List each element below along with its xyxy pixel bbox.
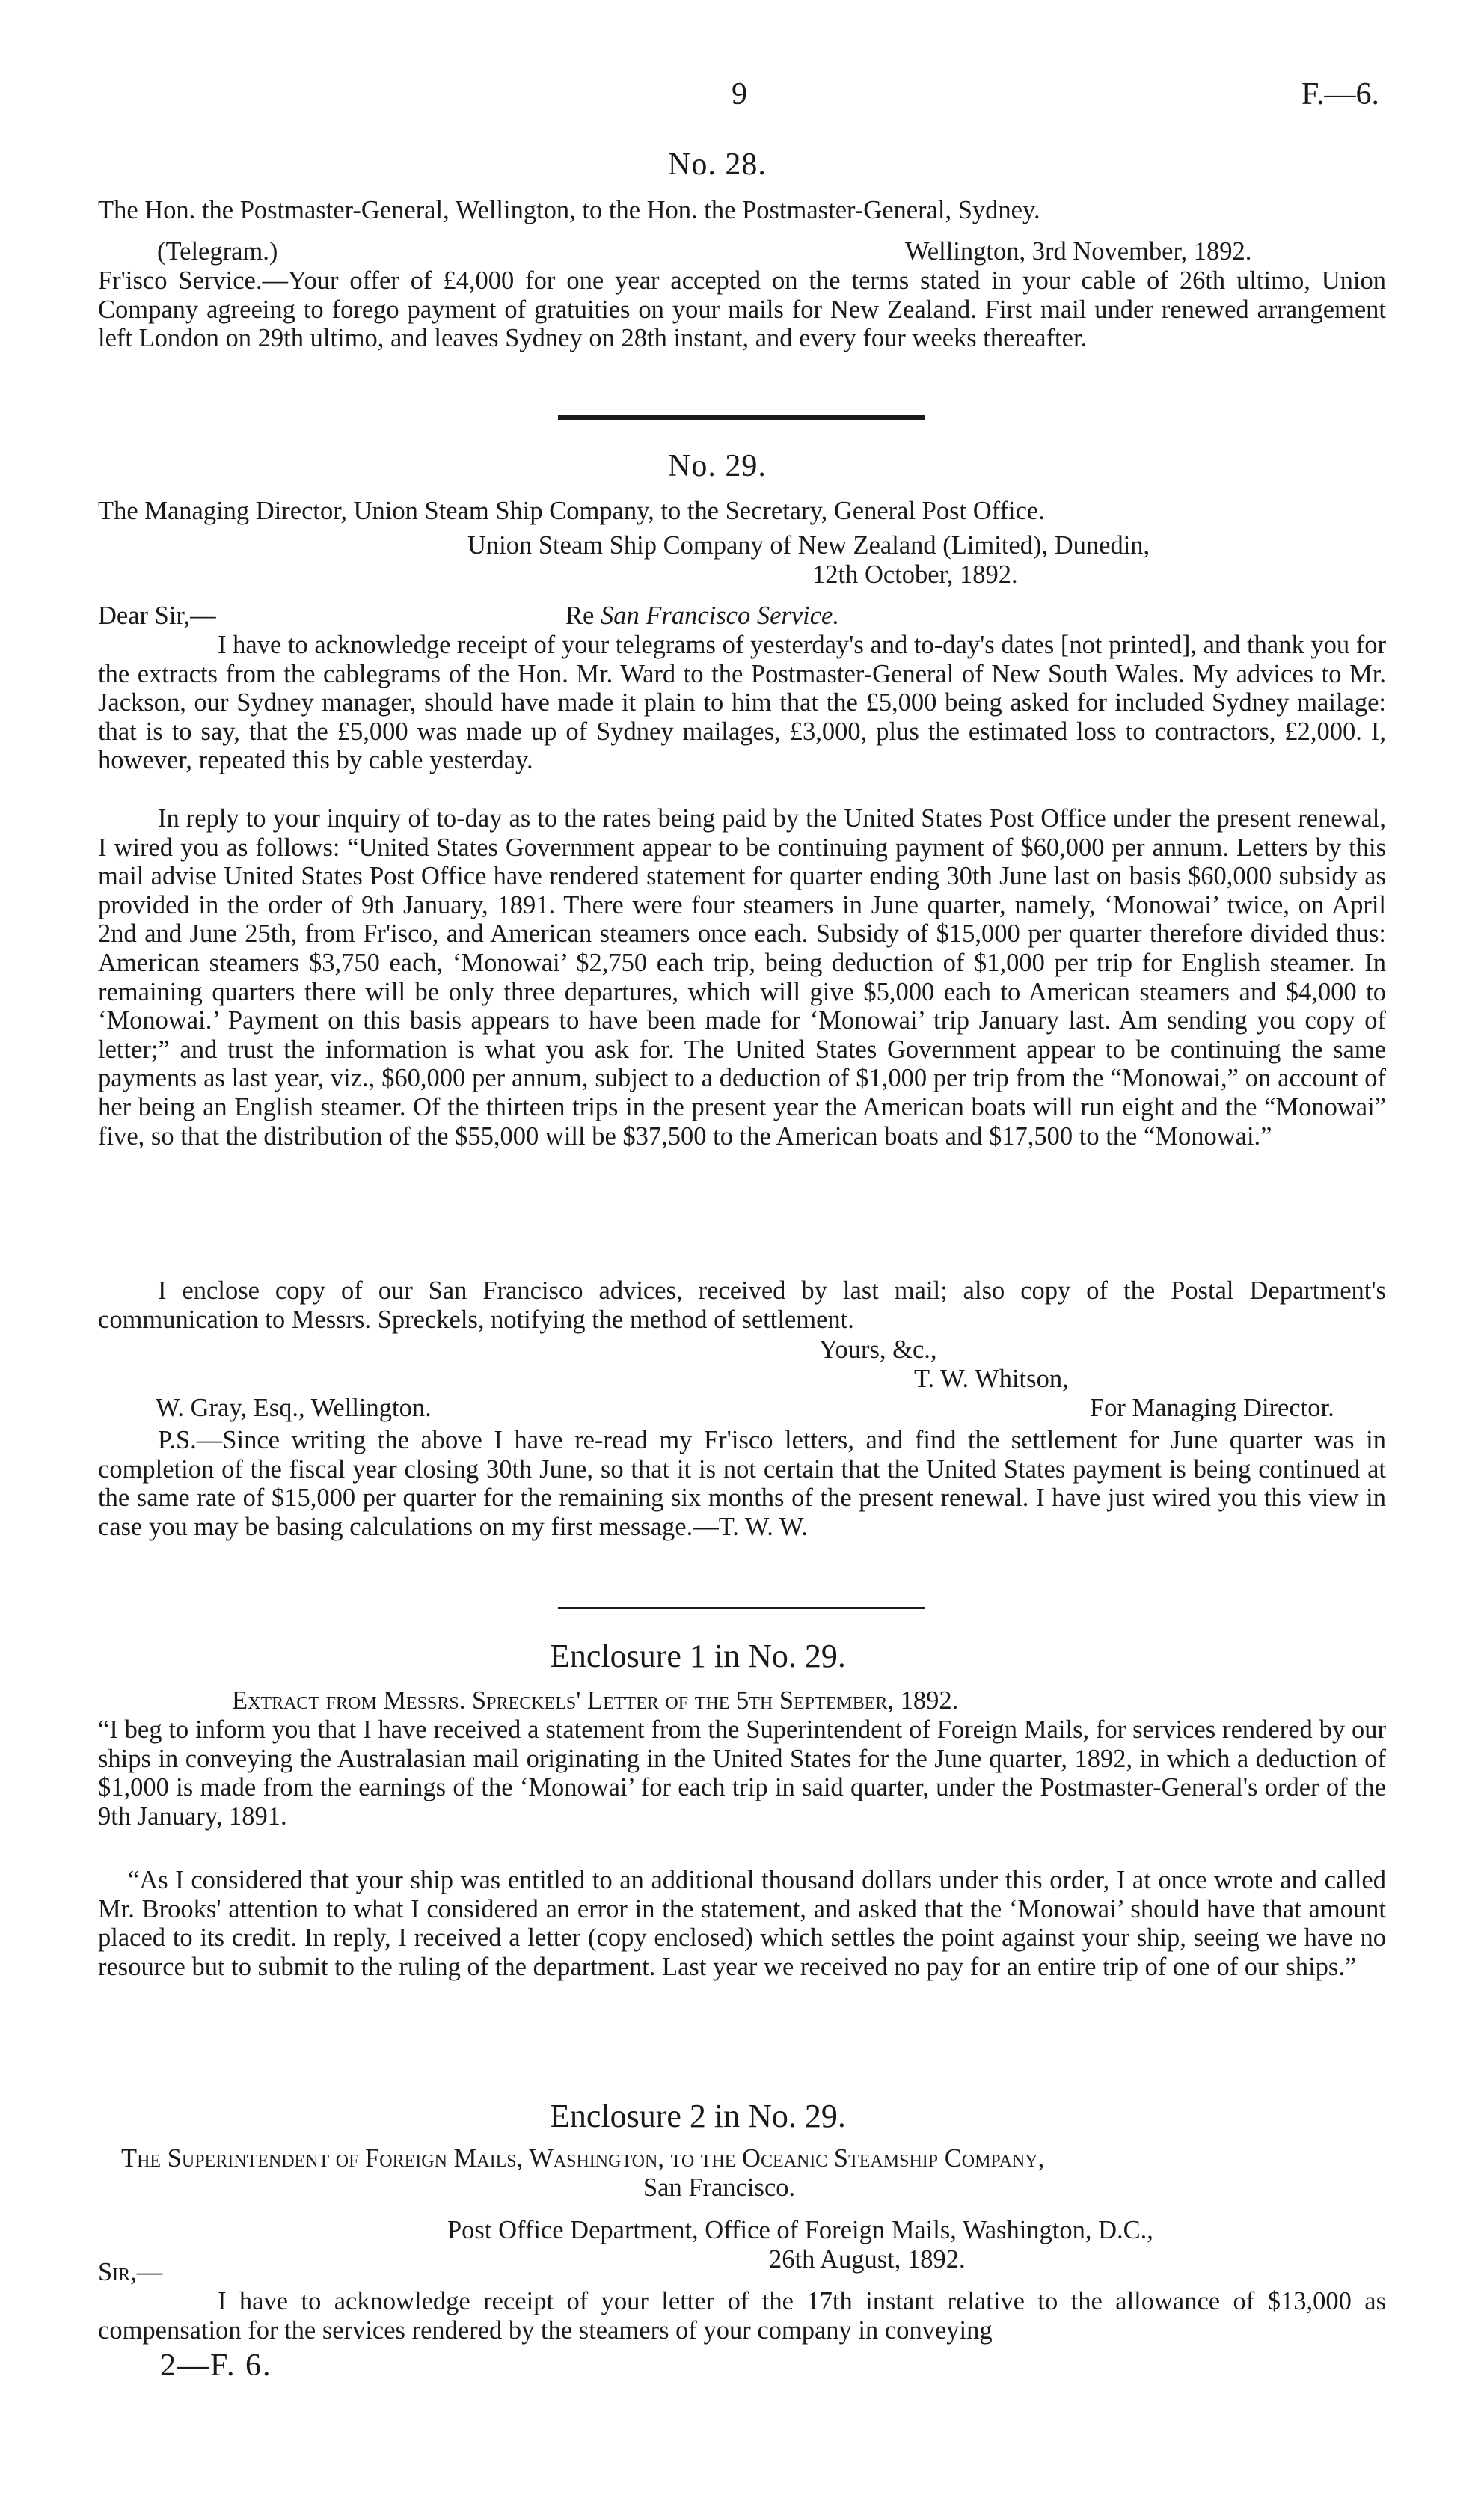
no29-re-subject: San Francisco Service.: [600, 601, 839, 630]
enclosure2-para1: I have to acknowledge receipt of your letter of the 17th instant relative to the allowance of $13,000 as compensation for the services rendered by the steamers of your company in conveying: [98, 2287, 1386, 2345]
no28-place-date: Wellington, 3rd November, 1892.: [905, 237, 1252, 266]
section-rule: [558, 1607, 925, 1609]
enclosure2-address-line2: San Francisco.: [643, 2173, 796, 2202]
no29-re-line: [565, 601, 839, 631]
enclosure2-address-line1: The Superintendent of Foreign Mails, Washington, to the Oceanic Steamship Company,: [121, 2144, 1045, 2173]
no28-address-text: The Hon. the Postmaster-General, Wellington, to the Hon. the Postmaster-General, Sydney.: [98, 196, 1040, 224]
document-code: F.—6.: [1301, 77, 1379, 111]
section-rule-thick: [558, 415, 925, 420]
no28-body: Fr'isco Service.—Your offer of £4,000 for one year accepted on the terms stated in your cable of 26th ultimo, Union Company agreeing to forego payment of gratuities on your mails for New Zealand. First mail under renewed arrangement left London on 29th ultimo, and leaves Sydney on 28th instant, and every four weeks thereafter.: [98, 266, 1386, 353]
no29-signer-title: For Managing Director.: [1090, 1394, 1334, 1422]
no29-recipient: W. Gray, Esq., Wellington.: [156, 1394, 432, 1422]
no29-place-line2: 12th October, 1892.: [812, 560, 1018, 589]
enclosure1-para2: “As I considered that your ship was entitled to an additional thousand dollars under this order, I at once wrote and called Mr. Brooks' attention to what I considered an error in the statement, and asked that the ‘Monowai’ should have that amount placed to its credit. In reply, I received a letter (copy enclosed) which settles the point against your ship, seeing we have no resource but to submit to the ruling of the department. Last year we received no pay for an entire trip of one of our ships.”: [98, 1866, 1386, 1981]
enclosure1-subheading: Extract from Messrs. Spreckels' Letter of the 5th September, 1892.: [232, 1686, 959, 1715]
enclosure2-salutation: Sir,—: [98, 2258, 163, 2286]
signature-mark: 2—F. 6.: [160, 2348, 272, 2383]
enclosure1-heading: Enclosure 1 in No. 29.: [550, 1638, 846, 1674]
enclosure2-place-line2: 26th August, 1892.: [769, 2245, 966, 2274]
no29-place-line1: Union Steam Ship Company of New Zealand (Limited), Dunedin,: [467, 531, 1150, 560]
page-number: 9: [732, 77, 747, 111]
no29-closing: Yours, &c.,: [819, 1335, 937, 1364]
no29-para2: In reply to your inquiry of to-day as to the rates being paid by the United States Post Office under the present renewal, I wired you as follows: “United States Government appear to be continuing payment of $60,000 per annum. Letters by this mail advise United States Post Office have rendered statement for quarter ending 30th June last on basis $60,000 subsidy as provided in the order of 9th January, 1891. There were four steamers in June quarter, namely, ‘Monowai’ twice, on April 2nd and June 25th, from Fr'isco, and American steamers once each. Subsidy of $15,000 per quarter therefore divided thus: American steamers $3,750 each, ‘Monowai’ $2,750 each trip, being deduction of $1,000 per trip for English steamer. In remaining quarters there will be only three departures, which will give $5,000 each to American steamers and $4,000 to ‘Monowai.’ Payment on this basis appears to have been made for ‘Monowai’ trip January last. Am sending you copy of letter;” and trust the information is what you ask for. The United States Government appear to be continuing the same payments as last year, viz., $60,000 per annum, subject to a deduction of $1,000 per trip from the “Monowai,” on account of her being an English steamer. Of the thirteen trips in the present year the American boats will run eight and the “Monowai” five, so that the distribution of the $55,000 will be $37,500 to the American boats and $17,500 to the “Monowai.”: [98, 804, 1386, 1151]
no29-address: The Managing Director, Union Steam Ship Company, to the Secretary, General Post Office.: [98, 497, 1045, 525]
no29-re-label: Re: [565, 601, 595, 630]
no29-para3: I enclose copy of our San Francisco advices, received by last mail; also copy of the Postal Department's communication to Messrs. Spreckels, notifying the method of settlement.: [98, 1276, 1386, 1334]
no28-type: (Telegram.): [157, 237, 278, 266]
no29-postscript: P.S.—Since writing the above I have re-read my Fr'isco letters, and find the settlement for June quarter was in completion of the fiscal year closing 30th June, so that it is not certain that the United States payment is being continued at the same rate of $15,000 per quarter for the remaining six months of the present renewal. I have just wired you this view in case you may be basing calculations on my first message.—T. W. W.: [98, 1426, 1386, 1541]
no29-signer: T. W. Whitson,: [914, 1365, 1069, 1393]
no29-para1: I have to acknowledge receipt of your telegrams of yesterday's and to-day's dates [not printed], and thank you for the extracts from the cablegrams of the Hon. Mr. Ward to the Postmaster-General of New South Wales. My advices to Mr. Jackson, our Sydney manager, should have made it plain to him that the £5,000 being asked for included Sydney mailage: that is to say, that the £5,000 was made up of Sydney mailages, £3,000, plus the estimated loss to contractors, £2,000. I, however, repeated this by cable yesterday.: [98, 631, 1386, 775]
enclosure2-place-line1: Post Office Department, Office of Foreign Mails, Washington, D.C.,: [447, 2216, 1153, 2244]
no28-heading: No. 28.: [668, 147, 767, 182]
no28-address: [98, 196, 1386, 225]
enclosure1-para1: “I beg to inform you that I have received a statement from the Superintendent of Foreign Mails, for services rendered by our ships in conveying the Australasian mail originating in the United States for the June quarter, 1892, in which a deduction of $1,000 is made from the earnings of the ‘Monowai’ for each trip in said quarter, under the Postmaster-General's order of the 9th January, 1891.: [98, 1715, 1386, 1831]
no29-heading: No. 29.: [668, 449, 767, 483]
no29-salutation: Dear Sir,—: [98, 601, 216, 630]
enclosure2-heading: Enclosure 2 in No. 29.: [550, 2098, 846, 2134]
